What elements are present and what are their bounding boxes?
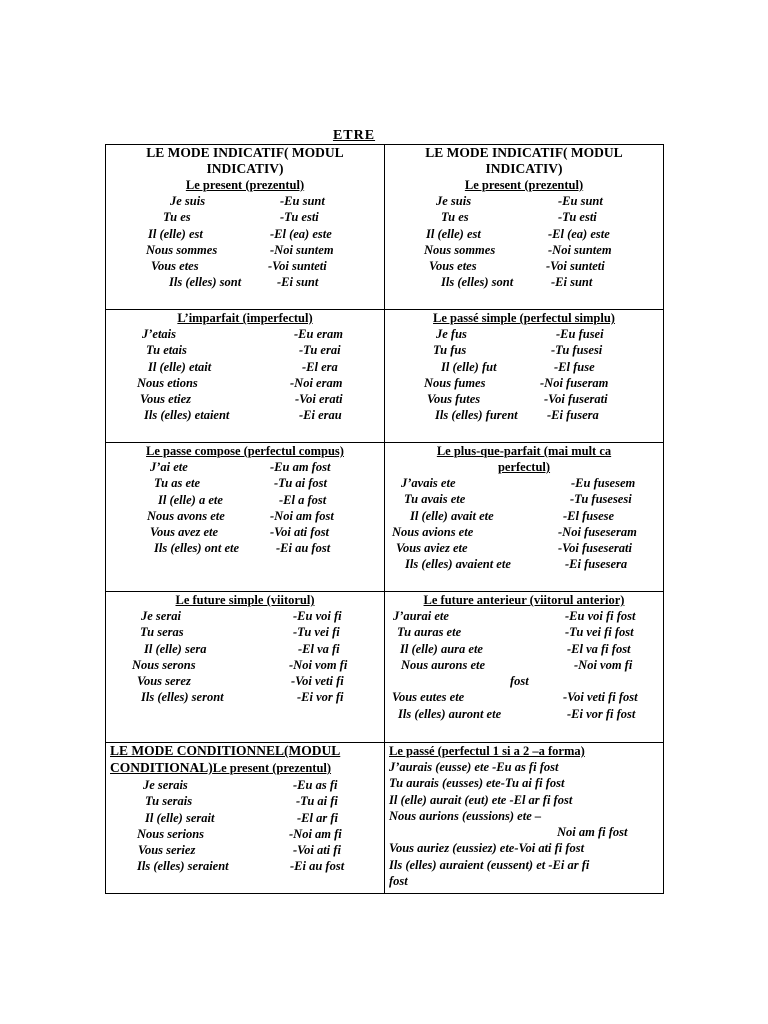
romanian-form: -Tu vei fi fost	[565, 625, 634, 640]
tense-heading: Le passé simple (perfectul simplu)	[433, 311, 615, 325]
conjugation-line: Tu aurais (eusses) ete-Tu ai fi fost	[389, 776, 565, 791]
romanian-form: -Eu sunt	[558, 194, 603, 208]
french-form: Ils (elles) etaient	[144, 408, 230, 423]
romanian-form: -Ei sunt	[277, 275, 319, 290]
romanian-form: -Voi fuserati	[544, 392, 608, 407]
french-form: Nous serons	[132, 657, 196, 672]
romanian-form: -Voi sunteti	[546, 259, 605, 274]
french-form: Vous futes	[427, 392, 481, 407]
french-form: J’ai ete	[150, 460, 188, 474]
romanian-form: -Noi fuseram	[540, 375, 609, 390]
conjugation-list	[110, 193, 380, 291]
page-title: ETRE	[332, 128, 376, 143]
romanian-form: -Tu vei fi	[293, 625, 340, 640]
conjugation-list	[389, 475, 659, 573]
french-form: Vous etes	[151, 259, 199, 274]
conjugation-text	[389, 759, 659, 889]
french-form: Il (elle) aura ete	[400, 641, 483, 656]
romanian-form: -Ei vor fi fost	[567, 706, 636, 721]
tense-heading: Le future simple (viitorul)	[175, 593, 315, 607]
french-form: Je suis	[170, 194, 206, 208]
french-form: Il (elle) fut	[441, 359, 497, 374]
french-form: Nous sommes	[424, 242, 496, 257]
mode-heading: LE MODE INDICATIF( MODUL INDICATIV)	[146, 145, 344, 176]
french-form: Nous avons ete	[147, 508, 225, 523]
french-form: Tu etais	[146, 343, 187, 358]
romanian-form: -Tu fusesi	[551, 343, 603, 358]
french-form: Nous serions	[137, 826, 205, 841]
romanian-form: -Voi ati fi	[293, 843, 341, 858]
french-form: Ils (elles) sont	[169, 275, 242, 290]
conjugation-line: J’aurais (eusse) ete -Eu as fi fost	[389, 760, 559, 774]
conjugation-list	[110, 608, 380, 706]
cell-present-right	[385, 145, 664, 310]
romanian-form: -El fuse	[554, 359, 595, 374]
mode-heading: LE MODE INDICATIF( MODUL INDICATIV)	[425, 145, 623, 176]
romanian-form: -Noi eram	[290, 375, 343, 390]
tense-heading: Le passé (perfectul 1 si a 2 –a forma)	[389, 744, 585, 758]
romanian-form: -Eu fusei	[556, 327, 604, 341]
cell-passe-simple	[385, 310, 664, 443]
romanian-form: -Tu fusesesi	[570, 492, 632, 507]
french-form: Je fus	[436, 327, 467, 341]
romanian-form-continued: fost	[510, 674, 529, 689]
french-form: J’avais ete	[401, 476, 456, 490]
french-form: Ils (elles) sont	[441, 275, 514, 290]
conjugation-line: Ils (elles) auraient (eussent) et -Ei ar fi	[389, 857, 590, 872]
romanian-form: -Eu voi fi	[293, 609, 342, 623]
french-form: Vous etiez	[140, 392, 192, 407]
french-form: Nous fumes	[424, 375, 486, 390]
french-form: Vous seriez	[138, 843, 196, 858]
romanian-form: -Noi am fi	[289, 826, 342, 841]
cell-plus-que-parfait	[385, 443, 664, 592]
french-form: Ils (elles) avaient ete	[405, 557, 511, 572]
mode-heading-part: CONDITIONAL)	[110, 760, 213, 775]
romanian-form: -Ei au fost	[276, 541, 331, 556]
french-form: Il (elle) a ete	[158, 492, 223, 507]
tense-heading: Le present (prezentul)	[464, 178, 584, 192]
french-form: Vous avez ete	[150, 525, 219, 540]
french-form: Il (elle) etait	[148, 359, 212, 374]
romanian-form: -Ei erau	[299, 408, 342, 423]
french-form: Tu es	[441, 210, 469, 225]
romanian-form: -Eu sunt	[280, 194, 325, 208]
romanian-form: -Noi suntem	[548, 242, 612, 257]
romanian-form: -Ei au fost	[290, 859, 345, 874]
conjugation-list	[110, 326, 380, 424]
conjugation-list	[110, 777, 380, 875]
romanian-form: -El fusese	[563, 508, 615, 523]
tense-heading-continued: perfectul)	[497, 460, 551, 474]
romanian-form: -Voi erati	[295, 392, 343, 407]
tense-heading: Le future anterieur (viitorul anterior)	[423, 593, 625, 607]
cell-imparfait	[106, 310, 385, 443]
cell-conditionnel	[106, 743, 385, 894]
french-form: Je serai	[141, 609, 181, 623]
french-form: Tu as ete	[154, 476, 201, 491]
conjugation-line: Nous aurions (eussions) ete –	[389, 808, 542, 823]
romanian-form: -Voi veti fi fost	[563, 690, 638, 705]
romanian-form: -Noi am fost	[270, 508, 334, 523]
french-form: Ils (elles) seront	[141, 690, 224, 705]
french-form: Tu serais	[145, 794, 193, 809]
french-form: Nous avions ete	[392, 524, 474, 539]
romanian-form: -Voi sunteti	[268, 259, 327, 274]
cell-present-left	[106, 145, 385, 310]
cell-futur-anterieur	[385, 592, 664, 743]
french-form: Vous eutes ete	[392, 690, 465, 705]
conjugation-line: Il (elle) aurait (eut) ete -El ar fi fost	[389, 792, 573, 807]
french-form: Nous sommes	[146, 242, 218, 257]
french-form: Je serais	[143, 778, 188, 792]
romanian-form: -Tu ai fost	[274, 476, 328, 491]
french-form: J’etais	[142, 327, 177, 341]
french-form: Ils (elles) ont ete	[154, 541, 240, 556]
french-form: J’aurai ete	[393, 609, 449, 623]
romanian-form: -El (ea) este	[548, 226, 610, 241]
conjugation-line: fost	[389, 874, 408, 889]
romanian-form: -Voi fuseserati	[558, 541, 632, 556]
romanian-form: -Eu fusesem	[571, 476, 636, 490]
french-form: Vous aviez ete	[396, 541, 468, 556]
french-form: Ils (elles) auront ete	[398, 706, 502, 721]
cell-futur-simple	[106, 592, 385, 743]
romanian-form: -Noi vom fi	[289, 657, 348, 672]
french-form: Tu seras	[140, 625, 184, 640]
romanian-form: -Tu esti	[558, 210, 597, 225]
romanian-form: -Noi vom fi	[574, 657, 633, 672]
romanian-form: -Ei fusesera	[565, 557, 628, 572]
conjugation-list	[110, 459, 380, 557]
french-form: Vous serez	[137, 674, 191, 689]
romanian-form: -El va fi fost	[567, 641, 631, 656]
tense-heading: Le passe compose (perfectul compus)	[146, 444, 344, 458]
tense-heading: L’imparfait (imperfectul)	[177, 311, 313, 325]
romanian-form: -Noi fuseseram	[558, 524, 637, 539]
romanian-form: -El (ea) este	[270, 226, 332, 241]
french-form: Tu es	[163, 210, 191, 225]
french-form: Je suis	[436, 194, 472, 208]
romanian-form: -Voi ati fost	[270, 525, 330, 540]
romanian-form: -Tu erai	[299, 343, 341, 358]
romanian-form: -Eu am fost	[270, 460, 331, 474]
romanian-form: -Voi veti fi	[291, 674, 344, 689]
mode-heading: LE MODE CONDITIONNEL(MODUL	[110, 743, 341, 758]
french-form: Il (elle) serait	[145, 810, 215, 825]
french-form: Tu fus	[433, 343, 467, 358]
romanian-form: -Ei sunt	[551, 275, 593, 290]
romanian-form: -Eu voi fi fost	[565, 609, 636, 623]
french-form: Il (elle) est	[426, 226, 481, 241]
mode-heading-continued	[110, 759, 380, 777]
romanian-form: -Ei fusera	[547, 408, 599, 423]
french-form: Il (elle) est	[148, 226, 203, 241]
french-form: Tu avais ete	[404, 492, 466, 507]
tense-heading: Le present (prezentul)	[212, 761, 332, 775]
conjugation-list	[389, 326, 659, 424]
romanian-form: -El ar fi	[297, 810, 338, 825]
romanian-form: -El a fost	[279, 492, 327, 507]
cell-passe-compose	[106, 443, 385, 592]
french-form: Ils (elles) furent	[435, 408, 518, 423]
french-form: Nous etions	[137, 375, 198, 390]
cell-conditionnel-passe	[385, 743, 664, 894]
romanian-form: -El va fi	[298, 641, 340, 656]
romanian-form: -Noi suntem	[270, 242, 334, 257]
tense-heading: Le present (prezentul)	[185, 178, 305, 192]
romanian-form: -Tu esti	[280, 210, 319, 225]
romanian-form: -El era	[302, 359, 338, 374]
conjugation-list	[389, 608, 659, 722]
french-form: Ils (elles) seraient	[137, 859, 229, 874]
romanian-form: -Eu eram	[294, 327, 343, 341]
conjugation-line: Vous auriez (eussiez) ete-Voi ati fi fost	[389, 841, 585, 856]
romanian-form: -Ei vor fi	[297, 690, 344, 705]
french-form: Il (elle) sera	[144, 641, 207, 656]
french-form: Nous aurons ete	[401, 657, 486, 672]
french-form: Tu auras ete	[397, 625, 462, 640]
conjugation-line: Noi am fi fost	[557, 825, 628, 840]
conjugation-table	[105, 144, 664, 894]
tense-heading: Le plus-que-parfait (mai mult ca	[436, 444, 612, 458]
conjugation-list	[389, 193, 659, 291]
french-form: Il (elle) avait ete	[410, 508, 494, 523]
romanian-form: -Eu as fi	[293, 778, 338, 792]
french-form: Vous etes	[429, 259, 477, 274]
romanian-form: -Tu ai fi	[296, 794, 338, 809]
